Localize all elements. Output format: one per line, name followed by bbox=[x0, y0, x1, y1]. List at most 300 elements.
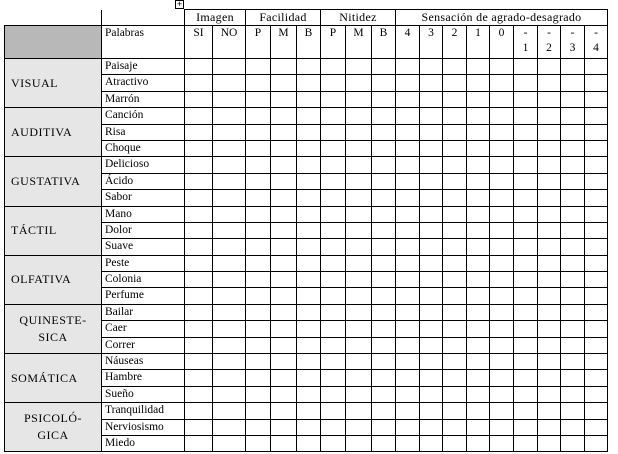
rating-cell[interactable] bbox=[271, 386, 297, 402]
rating-cell[interactable] bbox=[346, 321, 372, 337]
rating-cell[interactable] bbox=[297, 239, 321, 255]
rating-cell[interactable] bbox=[185, 91, 213, 107]
rating-cell[interactable] bbox=[213, 173, 246, 189]
rating-cell[interactable] bbox=[372, 91, 396, 107]
rating-cell[interactable] bbox=[538, 206, 561, 222]
rating-cell[interactable] bbox=[213, 419, 246, 435]
rating-cell[interactable] bbox=[561, 272, 585, 288]
rating-cell[interactable] bbox=[538, 337, 561, 353]
rating-cell[interactable] bbox=[297, 435, 321, 451]
rating-cell[interactable] bbox=[490, 354, 514, 370]
rating-cell[interactable] bbox=[585, 75, 608, 91]
rating-cell[interactable] bbox=[297, 140, 321, 156]
rating-cell[interactable] bbox=[372, 255, 396, 271]
rating-cell[interactable] bbox=[185, 108, 213, 124]
rating-cell[interactable] bbox=[297, 354, 321, 370]
rating-cell[interactable] bbox=[538, 304, 561, 320]
rating-cell[interactable] bbox=[185, 173, 213, 189]
rating-cell[interactable] bbox=[467, 321, 490, 337]
rating-cell[interactable] bbox=[246, 239, 271, 255]
rating-cell[interactable] bbox=[346, 222, 372, 238]
rating-cell[interactable] bbox=[443, 386, 467, 402]
rating-cell[interactable] bbox=[490, 157, 514, 173]
rating-cell[interactable] bbox=[514, 239, 538, 255]
rating-cell[interactable] bbox=[321, 239, 346, 255]
rating-cell[interactable] bbox=[514, 354, 538, 370]
rating-cell[interactable] bbox=[213, 75, 246, 91]
rating-cell[interactable] bbox=[271, 239, 297, 255]
rating-cell[interactable] bbox=[346, 124, 372, 140]
rating-cell[interactable] bbox=[514, 272, 538, 288]
rating-cell[interactable] bbox=[213, 91, 246, 107]
rating-cell[interactable] bbox=[321, 435, 346, 451]
rating-cell[interactable] bbox=[246, 419, 271, 435]
rating-cell[interactable] bbox=[321, 206, 346, 222]
rating-cell[interactable] bbox=[271, 222, 297, 238]
rating-cell[interactable] bbox=[420, 419, 443, 435]
rating-cell[interactable] bbox=[561, 354, 585, 370]
rating-cell[interactable] bbox=[246, 288, 271, 304]
rating-cell[interactable] bbox=[213, 157, 246, 173]
rating-cell[interactable] bbox=[297, 255, 321, 271]
rating-cell[interactable] bbox=[346, 75, 372, 91]
rating-cell[interactable] bbox=[297, 75, 321, 91]
rating-cell[interactable] bbox=[514, 419, 538, 435]
rating-cell[interactable] bbox=[321, 354, 346, 370]
rating-cell[interactable] bbox=[271, 304, 297, 320]
rating-cell[interactable] bbox=[538, 386, 561, 402]
rating-cell[interactable] bbox=[538, 403, 561, 419]
rating-cell[interactable] bbox=[585, 59, 608, 75]
rating-cell[interactable] bbox=[467, 272, 490, 288]
rating-cell[interactable] bbox=[271, 337, 297, 353]
rating-cell[interactable] bbox=[246, 354, 271, 370]
rating-cell[interactable] bbox=[321, 157, 346, 173]
rating-cell[interactable] bbox=[213, 304, 246, 320]
rating-cell[interactable] bbox=[467, 354, 490, 370]
rating-cell[interactable] bbox=[420, 239, 443, 255]
rating-cell[interactable] bbox=[561, 255, 585, 271]
rating-cell[interactable] bbox=[297, 59, 321, 75]
rating-cell[interactable] bbox=[396, 386, 420, 402]
rating-cell[interactable] bbox=[443, 419, 467, 435]
rating-cell[interactable] bbox=[213, 206, 246, 222]
rating-cell[interactable] bbox=[490, 370, 514, 386]
rating-cell[interactable] bbox=[321, 75, 346, 91]
rating-cell[interactable] bbox=[561, 206, 585, 222]
rating-cell[interactable] bbox=[246, 91, 271, 107]
rating-cell[interactable] bbox=[372, 239, 396, 255]
rating-cell[interactable] bbox=[321, 321, 346, 337]
rating-cell[interactable] bbox=[246, 370, 271, 386]
rating-cell[interactable] bbox=[396, 140, 420, 156]
rating-cell[interactable] bbox=[372, 140, 396, 156]
rating-cell[interactable] bbox=[346, 370, 372, 386]
rating-cell[interactable] bbox=[213, 337, 246, 353]
rating-cell[interactable] bbox=[246, 59, 271, 75]
rating-cell[interactable] bbox=[185, 255, 213, 271]
rating-cell[interactable] bbox=[585, 419, 608, 435]
rating-cell[interactable] bbox=[372, 403, 396, 419]
rating-cell[interactable] bbox=[420, 190, 443, 206]
rating-cell[interactable] bbox=[271, 272, 297, 288]
rating-cell[interactable] bbox=[321, 59, 346, 75]
rating-cell[interactable] bbox=[372, 75, 396, 91]
rating-cell[interactable] bbox=[420, 206, 443, 222]
rating-cell[interactable] bbox=[396, 157, 420, 173]
rating-cell[interactable] bbox=[396, 173, 420, 189]
rating-cell[interactable] bbox=[372, 386, 396, 402]
rating-cell[interactable] bbox=[514, 403, 538, 419]
rating-cell[interactable] bbox=[490, 173, 514, 189]
rating-cell[interactable] bbox=[297, 222, 321, 238]
table-move-handle-icon[interactable]: + bbox=[176, 0, 183, 9]
rating-cell[interactable] bbox=[514, 75, 538, 91]
rating-cell[interactable] bbox=[346, 354, 372, 370]
rating-cell[interactable] bbox=[297, 91, 321, 107]
rating-cell[interactable] bbox=[561, 288, 585, 304]
rating-cell[interactable] bbox=[246, 190, 271, 206]
rating-cell[interactable] bbox=[514, 222, 538, 238]
rating-cell[interactable] bbox=[396, 435, 420, 451]
rating-cell[interactable] bbox=[420, 435, 443, 451]
rating-cell[interactable] bbox=[585, 354, 608, 370]
rating-cell[interactable] bbox=[514, 304, 538, 320]
rating-cell[interactable] bbox=[490, 59, 514, 75]
rating-cell[interactable] bbox=[443, 304, 467, 320]
rating-cell[interactable] bbox=[213, 288, 246, 304]
rating-cell[interactable] bbox=[467, 435, 490, 451]
rating-cell[interactable] bbox=[443, 173, 467, 189]
rating-cell[interactable] bbox=[585, 108, 608, 124]
rating-cell[interactable] bbox=[271, 124, 297, 140]
rating-cell[interactable] bbox=[396, 354, 420, 370]
rating-cell[interactable] bbox=[185, 222, 213, 238]
rating-cell[interactable] bbox=[396, 419, 420, 435]
rating-cell[interactable] bbox=[271, 354, 297, 370]
rating-cell[interactable] bbox=[585, 288, 608, 304]
rating-cell[interactable] bbox=[271, 255, 297, 271]
rating-cell[interactable] bbox=[420, 288, 443, 304]
rating-cell[interactable] bbox=[372, 108, 396, 124]
rating-cell[interactable] bbox=[420, 108, 443, 124]
rating-cell[interactable] bbox=[346, 173, 372, 189]
rating-cell[interactable] bbox=[420, 91, 443, 107]
rating-cell[interactable] bbox=[346, 304, 372, 320]
rating-cell[interactable] bbox=[467, 288, 490, 304]
rating-cell[interactable] bbox=[585, 386, 608, 402]
rating-cell[interactable] bbox=[297, 157, 321, 173]
rating-cell[interactable] bbox=[443, 59, 467, 75]
rating-cell[interactable] bbox=[514, 321, 538, 337]
rating-cell[interactable] bbox=[561, 370, 585, 386]
rating-cell[interactable] bbox=[396, 272, 420, 288]
rating-cell[interactable] bbox=[420, 124, 443, 140]
rating-cell[interactable] bbox=[538, 222, 561, 238]
rating-cell[interactable] bbox=[585, 91, 608, 107]
rating-cell[interactable] bbox=[585, 370, 608, 386]
rating-cell[interactable] bbox=[372, 157, 396, 173]
rating-cell[interactable] bbox=[297, 108, 321, 124]
rating-cell[interactable] bbox=[297, 173, 321, 189]
rating-cell[interactable] bbox=[297, 190, 321, 206]
rating-cell[interactable] bbox=[467, 304, 490, 320]
rating-cell[interactable] bbox=[420, 370, 443, 386]
rating-cell[interactable] bbox=[467, 59, 490, 75]
rating-cell[interactable] bbox=[490, 419, 514, 435]
rating-cell[interactable] bbox=[420, 140, 443, 156]
rating-cell[interactable] bbox=[538, 354, 561, 370]
rating-cell[interactable] bbox=[185, 239, 213, 255]
rating-cell[interactable] bbox=[561, 91, 585, 107]
rating-cell[interactable] bbox=[561, 75, 585, 91]
rating-cell[interactable] bbox=[297, 321, 321, 337]
rating-cell[interactable] bbox=[467, 370, 490, 386]
rating-cell[interactable] bbox=[297, 419, 321, 435]
rating-cell[interactable] bbox=[561, 140, 585, 156]
rating-cell[interactable] bbox=[271, 321, 297, 337]
rating-cell[interactable] bbox=[396, 108, 420, 124]
rating-cell[interactable] bbox=[443, 403, 467, 419]
rating-cell[interactable] bbox=[185, 157, 213, 173]
rating-cell[interactable] bbox=[246, 403, 271, 419]
rating-cell[interactable] bbox=[443, 435, 467, 451]
rating-cell[interactable] bbox=[321, 419, 346, 435]
rating-cell[interactable] bbox=[443, 272, 467, 288]
rating-cell[interactable] bbox=[271, 140, 297, 156]
rating-cell[interactable] bbox=[490, 190, 514, 206]
rating-cell[interactable] bbox=[213, 370, 246, 386]
rating-cell[interactable] bbox=[585, 124, 608, 140]
rating-cell[interactable] bbox=[297, 403, 321, 419]
rating-cell[interactable] bbox=[246, 124, 271, 140]
rating-cell[interactable] bbox=[213, 435, 246, 451]
rating-cell[interactable] bbox=[246, 108, 271, 124]
rating-cell[interactable] bbox=[585, 140, 608, 156]
rating-cell[interactable] bbox=[585, 337, 608, 353]
rating-cell[interactable] bbox=[213, 272, 246, 288]
rating-cell[interactable] bbox=[585, 272, 608, 288]
rating-cell[interactable] bbox=[490, 255, 514, 271]
rating-cell[interactable] bbox=[585, 255, 608, 271]
rating-cell[interactable] bbox=[346, 108, 372, 124]
rating-cell[interactable] bbox=[321, 403, 346, 419]
rating-cell[interactable] bbox=[346, 419, 372, 435]
rating-cell[interactable] bbox=[538, 124, 561, 140]
rating-cell[interactable] bbox=[490, 321, 514, 337]
rating-cell[interactable] bbox=[420, 222, 443, 238]
rating-cell[interactable] bbox=[490, 108, 514, 124]
rating-cell[interactable] bbox=[321, 91, 346, 107]
rating-cell[interactable] bbox=[271, 59, 297, 75]
rating-cell[interactable] bbox=[297, 206, 321, 222]
rating-cell[interactable] bbox=[443, 108, 467, 124]
rating-cell[interactable] bbox=[490, 206, 514, 222]
rating-cell[interactable] bbox=[514, 140, 538, 156]
rating-cell[interactable] bbox=[185, 206, 213, 222]
rating-cell[interactable] bbox=[467, 239, 490, 255]
rating-cell[interactable] bbox=[246, 206, 271, 222]
rating-cell[interactable] bbox=[321, 173, 346, 189]
rating-cell[interactable] bbox=[213, 403, 246, 419]
rating-cell[interactable] bbox=[297, 304, 321, 320]
rating-cell[interactable] bbox=[372, 435, 396, 451]
rating-cell[interactable] bbox=[514, 206, 538, 222]
rating-cell[interactable] bbox=[420, 157, 443, 173]
rating-cell[interactable] bbox=[561, 419, 585, 435]
rating-cell[interactable] bbox=[561, 386, 585, 402]
rating-cell[interactable] bbox=[246, 255, 271, 271]
rating-cell[interactable] bbox=[420, 173, 443, 189]
rating-cell[interactable] bbox=[185, 403, 213, 419]
rating-cell[interactable] bbox=[443, 288, 467, 304]
rating-cell[interactable] bbox=[346, 255, 372, 271]
rating-cell[interactable] bbox=[538, 75, 561, 91]
rating-cell[interactable] bbox=[246, 173, 271, 189]
rating-cell[interactable] bbox=[585, 321, 608, 337]
rating-cell[interactable] bbox=[246, 321, 271, 337]
rating-cell[interactable] bbox=[420, 386, 443, 402]
rating-cell[interactable] bbox=[538, 288, 561, 304]
rating-cell[interactable] bbox=[514, 288, 538, 304]
rating-cell[interactable] bbox=[346, 435, 372, 451]
rating-cell[interactable] bbox=[372, 288, 396, 304]
rating-cell[interactable] bbox=[561, 435, 585, 451]
rating-cell[interactable] bbox=[246, 75, 271, 91]
rating-cell[interactable] bbox=[561, 222, 585, 238]
rating-cell[interactable] bbox=[538, 190, 561, 206]
rating-cell[interactable] bbox=[538, 91, 561, 107]
rating-cell[interactable] bbox=[443, 255, 467, 271]
rating-cell[interactable] bbox=[297, 124, 321, 140]
rating-cell[interactable] bbox=[372, 370, 396, 386]
rating-cell[interactable] bbox=[271, 91, 297, 107]
rating-cell[interactable] bbox=[585, 190, 608, 206]
rating-cell[interactable] bbox=[321, 370, 346, 386]
rating-cell[interactable] bbox=[271, 206, 297, 222]
rating-cell[interactable] bbox=[490, 124, 514, 140]
rating-cell[interactable] bbox=[467, 222, 490, 238]
rating-cell[interactable] bbox=[271, 108, 297, 124]
rating-cell[interactable] bbox=[372, 354, 396, 370]
rating-cell[interactable] bbox=[396, 255, 420, 271]
rating-cell[interactable] bbox=[467, 419, 490, 435]
rating-cell[interactable] bbox=[467, 75, 490, 91]
rating-cell[interactable] bbox=[538, 272, 561, 288]
rating-cell[interactable] bbox=[271, 370, 297, 386]
rating-cell[interactable] bbox=[514, 91, 538, 107]
rating-cell[interactable] bbox=[396, 222, 420, 238]
rating-cell[interactable] bbox=[538, 157, 561, 173]
rating-cell[interactable] bbox=[585, 304, 608, 320]
rating-cell[interactable] bbox=[467, 403, 490, 419]
rating-cell[interactable] bbox=[585, 173, 608, 189]
rating-cell[interactable] bbox=[271, 419, 297, 435]
rating-cell[interactable] bbox=[185, 370, 213, 386]
rating-cell[interactable] bbox=[514, 157, 538, 173]
rating-cell[interactable] bbox=[372, 304, 396, 320]
rating-cell[interactable] bbox=[372, 173, 396, 189]
rating-cell[interactable] bbox=[346, 403, 372, 419]
rating-cell[interactable] bbox=[213, 239, 246, 255]
rating-cell[interactable] bbox=[420, 59, 443, 75]
rating-cell[interactable] bbox=[213, 190, 246, 206]
rating-cell[interactable] bbox=[346, 206, 372, 222]
rating-cell[interactable] bbox=[538, 321, 561, 337]
rating-cell[interactable] bbox=[271, 173, 297, 189]
rating-cell[interactable] bbox=[297, 288, 321, 304]
rating-cell[interactable] bbox=[490, 91, 514, 107]
rating-cell[interactable] bbox=[443, 190, 467, 206]
rating-cell[interactable] bbox=[321, 255, 346, 271]
rating-cell[interactable] bbox=[538, 370, 561, 386]
rating-cell[interactable] bbox=[396, 91, 420, 107]
rating-cell[interactable] bbox=[561, 190, 585, 206]
rating-cell[interactable] bbox=[443, 337, 467, 353]
rating-cell[interactable] bbox=[467, 157, 490, 173]
rating-cell[interactable] bbox=[346, 272, 372, 288]
rating-cell[interactable] bbox=[514, 370, 538, 386]
rating-cell[interactable] bbox=[561, 59, 585, 75]
rating-cell[interactable] bbox=[185, 190, 213, 206]
rating-cell[interactable] bbox=[213, 255, 246, 271]
rating-cell[interactable] bbox=[585, 157, 608, 173]
rating-cell[interactable] bbox=[443, 157, 467, 173]
rating-cell[interactable] bbox=[514, 173, 538, 189]
rating-cell[interactable] bbox=[585, 206, 608, 222]
rating-cell[interactable] bbox=[561, 403, 585, 419]
rating-cell[interactable] bbox=[514, 337, 538, 353]
rating-cell[interactable] bbox=[372, 190, 396, 206]
rating-cell[interactable] bbox=[396, 321, 420, 337]
rating-cell[interactable] bbox=[346, 140, 372, 156]
rating-cell[interactable] bbox=[538, 173, 561, 189]
rating-cell[interactable] bbox=[420, 321, 443, 337]
rating-cell[interactable] bbox=[213, 140, 246, 156]
rating-cell[interactable] bbox=[246, 435, 271, 451]
rating-cell[interactable] bbox=[346, 337, 372, 353]
rating-cell[interactable] bbox=[271, 157, 297, 173]
rating-cell[interactable] bbox=[467, 190, 490, 206]
rating-cell[interactable] bbox=[346, 190, 372, 206]
rating-cell[interactable] bbox=[538, 435, 561, 451]
rating-cell[interactable] bbox=[372, 321, 396, 337]
rating-cell[interactable] bbox=[514, 386, 538, 402]
rating-cell[interactable] bbox=[346, 288, 372, 304]
rating-cell[interactable] bbox=[514, 59, 538, 75]
rating-cell[interactable] bbox=[297, 370, 321, 386]
rating-cell[interactable] bbox=[443, 140, 467, 156]
rating-cell[interactable] bbox=[246, 157, 271, 173]
rating-cell[interactable] bbox=[321, 108, 346, 124]
rating-cell[interactable] bbox=[246, 337, 271, 353]
rating-cell[interactable] bbox=[321, 222, 346, 238]
rating-cell[interactable] bbox=[467, 108, 490, 124]
rating-cell[interactable] bbox=[346, 91, 372, 107]
rating-cell[interactable] bbox=[213, 59, 246, 75]
rating-cell[interactable] bbox=[185, 59, 213, 75]
rating-cell[interactable] bbox=[396, 190, 420, 206]
rating-cell[interactable] bbox=[443, 354, 467, 370]
rating-cell[interactable] bbox=[467, 124, 490, 140]
rating-cell[interactable] bbox=[490, 222, 514, 238]
rating-cell[interactable] bbox=[346, 59, 372, 75]
rating-cell[interactable] bbox=[443, 370, 467, 386]
rating-cell[interactable] bbox=[514, 255, 538, 271]
rating-cell[interactable] bbox=[321, 124, 346, 140]
rating-cell[interactable] bbox=[372, 337, 396, 353]
rating-cell[interactable] bbox=[271, 403, 297, 419]
